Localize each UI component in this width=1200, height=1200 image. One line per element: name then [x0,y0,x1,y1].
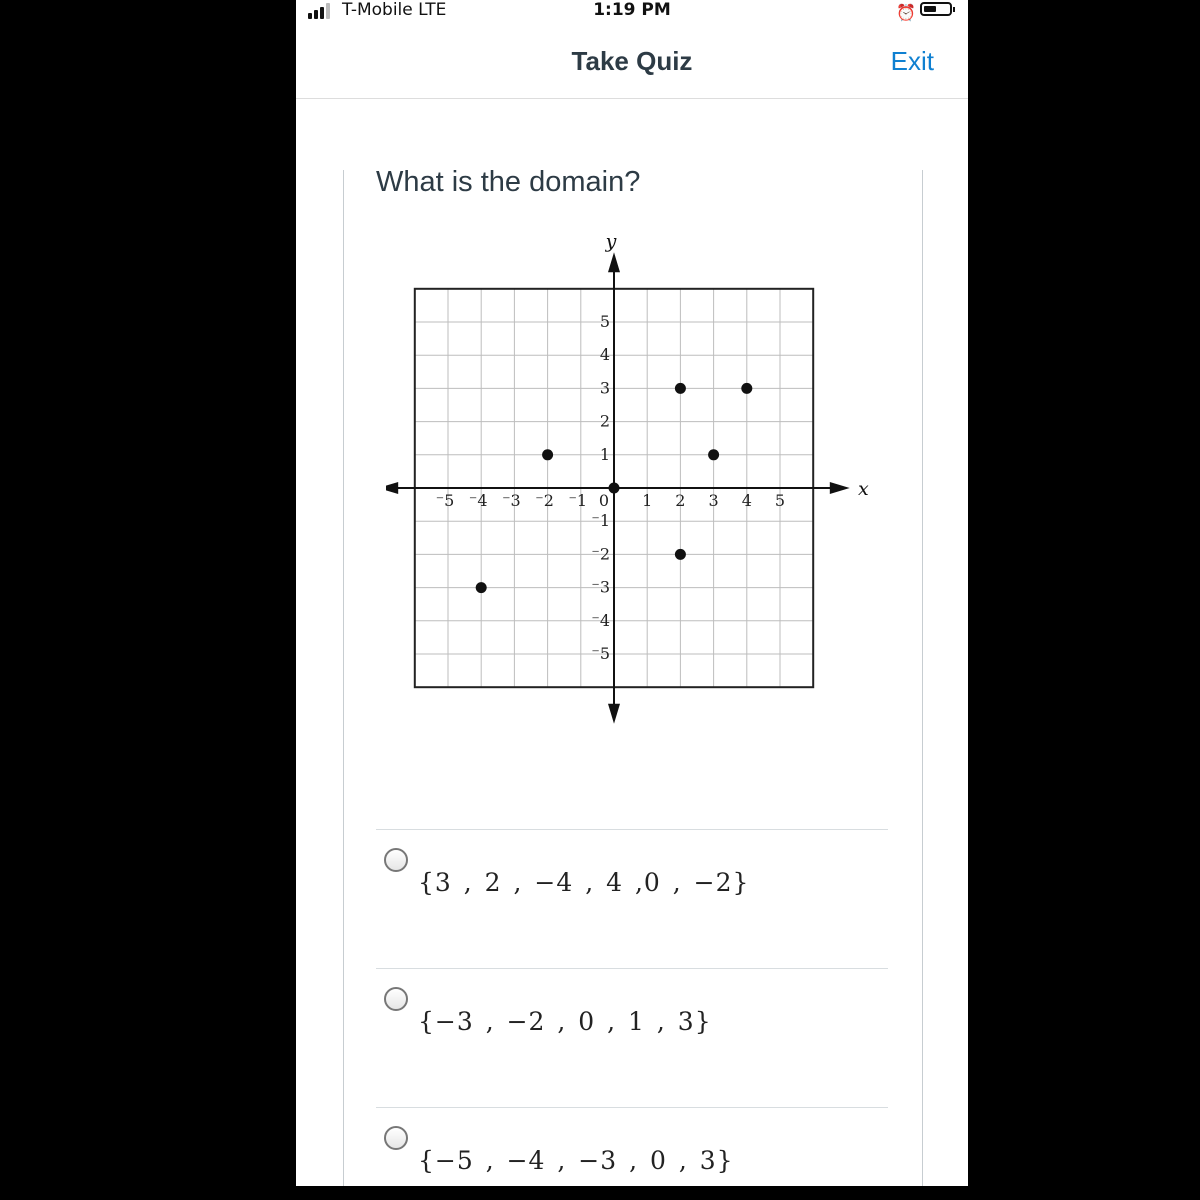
coordinate-graph [386,238,876,728]
y-tick-label: ⁻2 [591,544,610,564]
x-tick-label: 0 [598,491,610,510]
carrier-label: T-Mobile LTE [342,0,447,20]
y-tick-label: ⁻1 [591,511,610,531]
y-axis-down-arrow [608,704,620,724]
status-bar [296,0,968,24]
y-tick-label: ⁻4 [591,610,610,630]
answer-label-2: {−3 , −2 , 0 , 1 , 3} [418,1007,712,1036]
answer-radio-3[interactable] [384,1126,408,1150]
data-point [741,383,752,394]
x-tick-label: ⁻4 [468,491,488,510]
data-point [609,483,620,494]
answer-option-2[interactable] [376,968,888,1108]
x-tick-label: ⁻2 [535,491,554,510]
data-point [675,383,686,394]
data-point [675,549,686,560]
answer-option-1[interactable] [376,829,888,969]
y-tick-label: 5 [599,312,610,331]
battery-icon [920,2,952,16]
y-tick-label: 1 [599,444,610,464]
phone-screen [296,0,968,1186]
x-axis-left-arrow [386,482,398,494]
y-tick-label: 3 [599,378,610,398]
answer-option-3[interactable] [376,1107,888,1186]
x-tick-label: ⁻3 [502,491,521,510]
page-title: Take Quiz [571,46,693,76]
status-time: 1:19 PM [593,0,671,20]
x-tick-label: 5 [774,491,786,510]
x-axis-right-arrow [830,482,850,494]
y-tick-label: 2 [599,411,610,431]
answer-label-3: {−5 , −4 , −3 , 0 , 3} [418,1146,734,1175]
x-tick-label: 1 [642,491,653,510]
answer-radio-2[interactable] [384,987,408,1011]
x-tick-label: ⁻1 [568,491,588,510]
data-point [542,449,553,460]
y-tick-label: ⁻5 [591,644,610,663]
answer-label-1: {3 , 2 , −4 , 4 ,0 , −2} [418,868,750,897]
x-tick-label: ⁻5 [435,491,455,510]
alarm-icon: ⏰ [896,3,916,22]
x-axis-label: x [858,478,869,500]
x-tick-label: 2 [675,491,686,510]
y-axis-up-arrow [608,252,620,272]
data-point [476,582,487,593]
quiz-header [296,26,968,99]
x-tick-label: 4 [741,491,752,510]
y-tick-label: ⁻3 [591,577,610,597]
y-tick-label: 4 [599,345,610,365]
y-axis-label: y [605,238,617,253]
exit-button[interactable]: Exit [890,46,934,76]
answer-radio-1[interactable] [384,848,408,872]
x-tick-label: 3 [708,491,719,510]
data-point [708,449,719,460]
question-text: What is the domain? [376,166,641,198]
